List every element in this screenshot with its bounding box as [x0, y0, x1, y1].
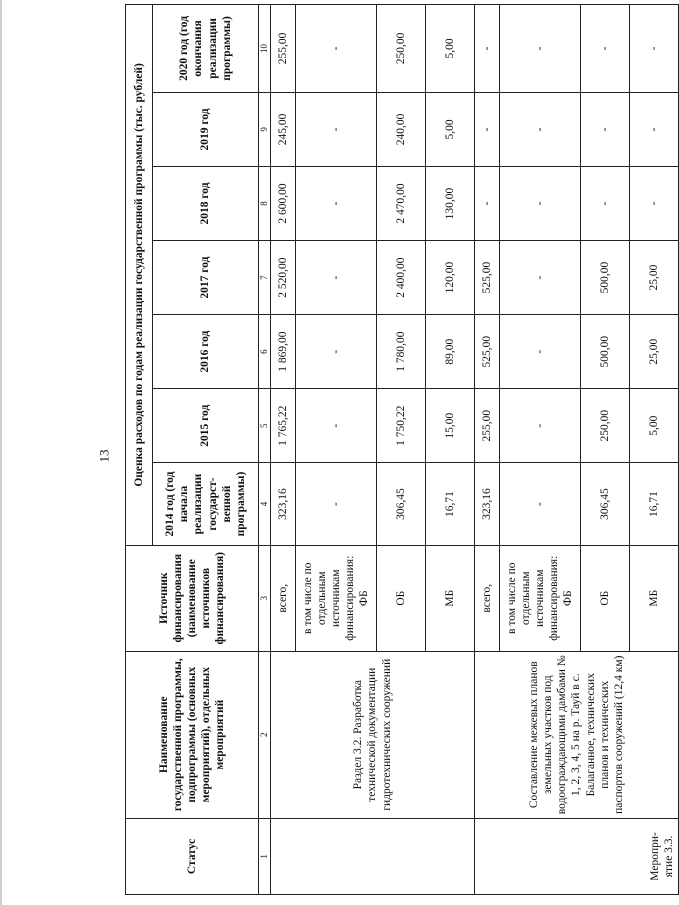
- value-cell: 120,00: [426, 241, 475, 315]
- value-cell: -: [296, 241, 377, 315]
- value-cell: 500,00: [581, 315, 630, 389]
- value-cell: 306,45: [377, 463, 426, 546]
- header-status: Статус: [126, 818, 259, 894]
- rotated-page-content: [120, 0, 675, 905]
- value-cell: 2 400,00: [377, 241, 426, 315]
- source-cell: МБ: [426, 545, 475, 651]
- value-cell: -: [630, 5, 679, 93]
- value-cell: 2 520,00: [271, 241, 296, 315]
- value-cell: 16,71: [630, 463, 679, 546]
- value-cell: 323,16: [271, 463, 296, 546]
- value-cell: -: [500, 5, 581, 93]
- value-cell: 250,00: [377, 5, 426, 93]
- value-cell: 250,00: [581, 389, 630, 463]
- value-cell: 25,00: [630, 315, 679, 389]
- index-cell: 6: [259, 315, 271, 389]
- index-row: [259, 5, 271, 895]
- header-source: Источник финансирования (наименование источников финансирования): [126, 545, 259, 651]
- table-row: [475, 5, 500, 895]
- value-cell: 1 765,22: [271, 389, 296, 463]
- value-cell: 1 780,00: [377, 315, 426, 389]
- expenditure-table: [125, 4, 679, 895]
- value-cell: -: [296, 315, 377, 389]
- value-cell: -: [500, 241, 581, 315]
- index-cell: 7: [259, 241, 271, 315]
- value-cell: 525,00: [475, 241, 500, 315]
- scan-edge-left: [0, 0, 2, 905]
- value-cell: -: [475, 5, 500, 93]
- value-cell: -: [581, 5, 630, 93]
- index-cell: 8: [259, 166, 271, 240]
- value-cell: 323,16: [475, 463, 500, 546]
- value-cell: -: [296, 5, 377, 93]
- value-cell: -: [475, 92, 500, 166]
- value-cell: -: [296, 389, 377, 463]
- value-cell: -: [581, 92, 630, 166]
- value-cell: 15,00: [426, 389, 475, 463]
- header-year-2017: 2017 год: [153, 241, 259, 315]
- index-cell: 5: [259, 389, 271, 463]
- value-cell: -: [500, 389, 581, 463]
- index-cell: 1: [259, 818, 271, 894]
- header-year-2016: 2016 год: [153, 315, 259, 389]
- value-cell: 240,00: [377, 92, 426, 166]
- value-cell: 1 869,00: [271, 315, 296, 389]
- value-cell: 500,00: [581, 241, 630, 315]
- header-year-2020: 2020 год (год окончания реализации программы): [153, 5, 259, 93]
- value-cell: -: [581, 166, 630, 240]
- value-cell: 255,00: [271, 5, 296, 93]
- value-cell: -: [500, 463, 581, 546]
- index-cell: 3: [259, 545, 271, 651]
- source-cell: ОБ: [581, 545, 630, 651]
- value-cell: 525,00: [475, 315, 500, 389]
- value-cell: -: [296, 166, 377, 240]
- index-cell: 2: [259, 651, 271, 818]
- header-row-1: [126, 5, 153, 895]
- value-cell: -: [475, 166, 500, 240]
- header-year-2015: 2015 год: [153, 389, 259, 463]
- header-year-2019: 2019 год: [153, 92, 259, 166]
- value-cell: 2 470,00: [377, 166, 426, 240]
- value-cell: 5,00: [630, 389, 679, 463]
- source-cell: всего,: [475, 545, 500, 651]
- value-cell: -: [296, 463, 377, 546]
- value-cell: 306,45: [581, 463, 630, 546]
- header-name: Наименование государственной программы, подпрограммы (основных мероприятий), отдельных мероприятий: [126, 651, 259, 818]
- page-number: 13: [96, 449, 112, 463]
- value-cell: -: [630, 166, 679, 240]
- value-cell: 16,71: [426, 463, 475, 546]
- name-cell: Раздел 3.2. Разработка технической документации гидротехнических сооружений: [271, 651, 475, 818]
- status-cell: Меропри-ятие 3.3.: [475, 818, 679, 894]
- value-cell: -: [500, 92, 581, 166]
- value-cell: 25,00: [630, 241, 679, 315]
- value-cell: 1 750,22: [377, 389, 426, 463]
- value-cell: 5,00: [426, 92, 475, 166]
- status-cell: [271, 818, 475, 894]
- table-row: [271, 5, 296, 895]
- value-cell: 245,00: [271, 92, 296, 166]
- value-cell: -: [500, 315, 581, 389]
- value-cell: 89,00: [426, 315, 475, 389]
- value-cell: 255,00: [475, 389, 500, 463]
- index-cell: 4: [259, 463, 271, 546]
- value-cell: -: [630, 92, 679, 166]
- source-cell: ОБ: [377, 545, 426, 651]
- header-year-2018: 2018 год: [153, 166, 259, 240]
- source-cell: МБ: [630, 545, 679, 651]
- name-cell: Составление межевых планов земельных участков под водоограждающими дамбами № 1, 2, 3, 4, 5 на р. Тауй в с. Балаганное, технических планов и технических паспортов сооружений (12,4 км): [475, 651, 679, 818]
- value-cell: -: [500, 166, 581, 240]
- header-group: Оценка расходов по годам реализации государственной программы (тыс. рублей): [126, 5, 153, 546]
- source-cell: всего,: [271, 545, 296, 651]
- value-cell: -: [296, 92, 377, 166]
- index-cell: 9: [259, 92, 271, 166]
- index-cell: 10: [259, 5, 271, 93]
- source-cell: в том числе по отдельным источникам финансирования: ФБ: [296, 545, 377, 651]
- source-cell: в том числе по отдельным источникам финансирования: ФБ: [500, 545, 581, 651]
- header-year-2014: 2014 год (год начала реализации государст-венной программы): [153, 463, 259, 546]
- value-cell: 2 600,00: [271, 166, 296, 240]
- value-cell: 130,00: [426, 166, 475, 240]
- value-cell: 5,00: [426, 5, 475, 93]
